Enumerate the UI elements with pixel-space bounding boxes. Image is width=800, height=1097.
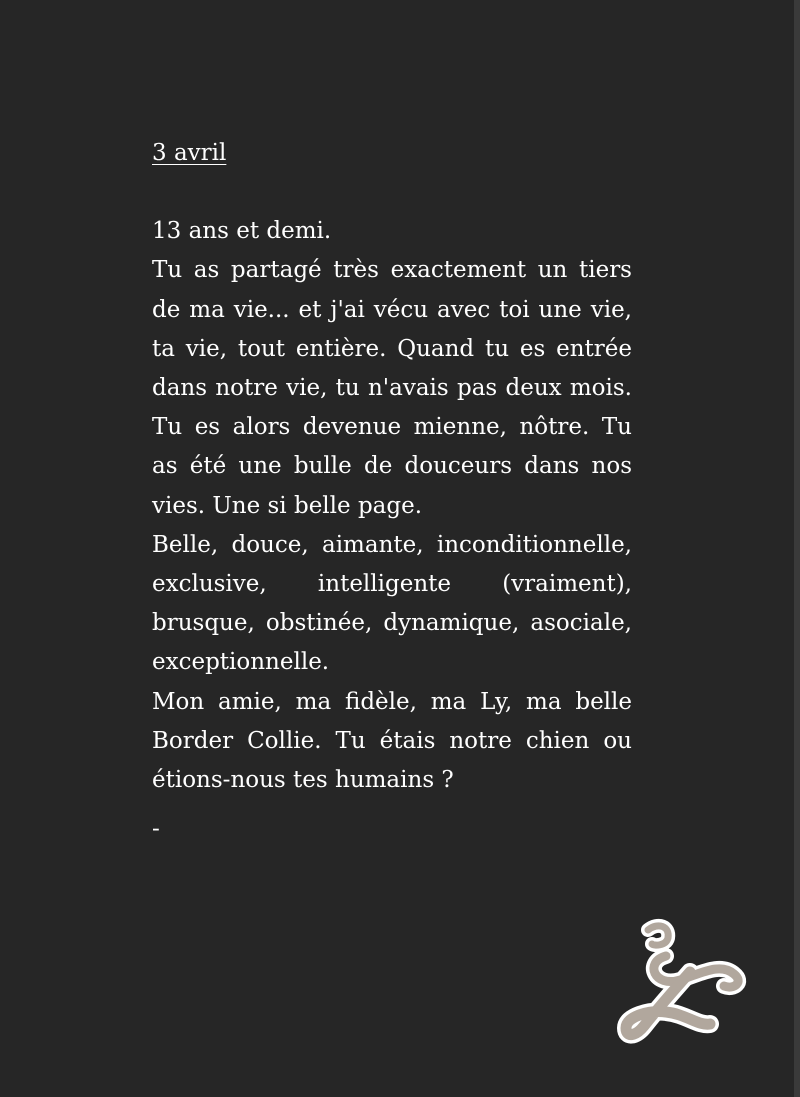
post-date: 3 avril — [152, 140, 227, 166]
dog-monogram-logo-icon — [614, 916, 754, 1050]
post-body — [152, 134, 632, 849]
page-edge — [794, 0, 800, 1097]
paragraph: Tu as partagé très exactement un tiers de ma vie... et j'ai vécu avec toi une vie, ta vie, tout entière. Quand tu es entrée dans notre vie, tu n'avais pas deux mois. Tu es alors devenue mienne, nôtre. Tu as été une bulle de douceurs dans nos vies. Une si belle page. — [152, 257, 632, 519]
paragraph: Belle, douce, aimante, inconditionnelle, exclusive, intelligente (vraiment), brusque, obstinée, dynamique, asociale, exceptionnelle. — [152, 531, 632, 676]
paragraph: 13 ans et demi. — [152, 218, 332, 245]
paragraph: Mon amie, ma fidèle, ma Ly, ma belle Border Collie. Tu étais notre chien ou étions-nous tes humains ? — [152, 688, 632, 794]
closing-dash: - — [152, 816, 160, 843]
spacer — [152, 173, 632, 212]
